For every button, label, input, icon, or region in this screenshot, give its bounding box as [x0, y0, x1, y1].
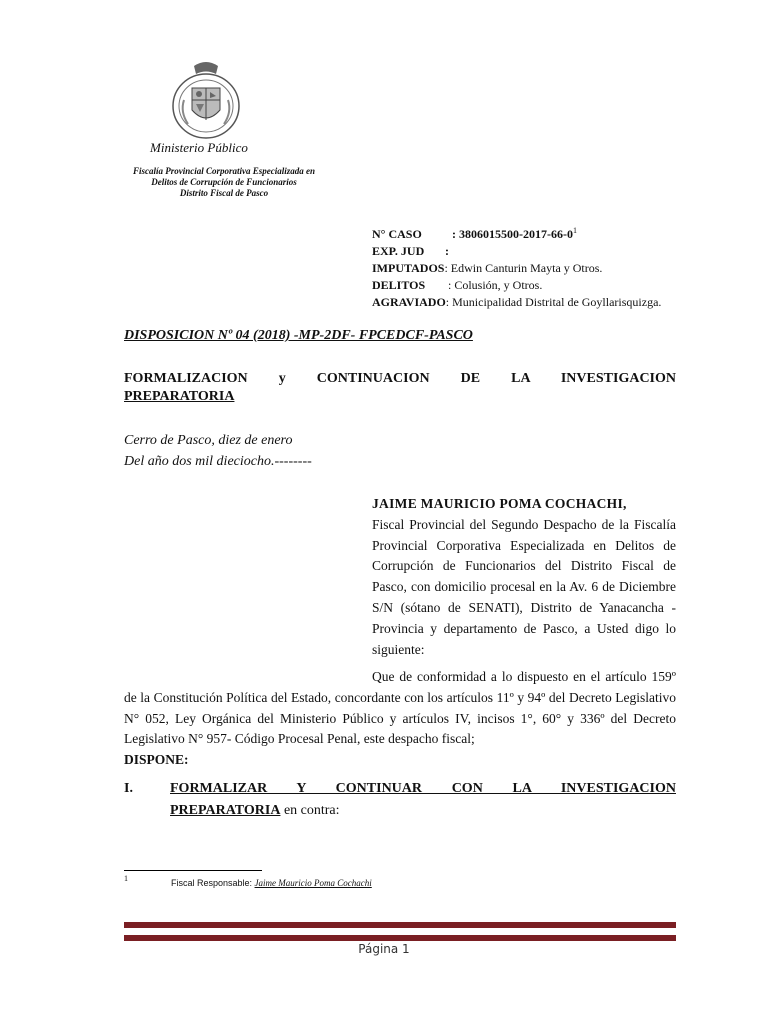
footnote-label: Fiscal Responsable: — [171, 878, 255, 888]
exp-jud-row — [372, 243, 661, 260]
footnote-text — [171, 878, 372, 888]
footer-bar-top — [124, 922, 676, 928]
imputados-row — [372, 260, 661, 277]
item-heading: FORMALIZAR Y CONTINUAR CON LA INVESTIGACION — [170, 781, 676, 796]
case-number-label: N° CASO — [372, 227, 422, 241]
agraviado-value: : Municipalidad Distrital de Goyllarisquizga. — [445, 295, 662, 309]
item-heading-cont: PREPARATORIA — [170, 803, 281, 818]
item-number: I. — [124, 781, 133, 796]
fiscalia-line: Fiscalía Provincial Corporativa Especializada en — [133, 166, 315, 176]
case-number-value: : 3806015500-2017-66-0 — [452, 227, 573, 241]
disposition-title: DISPOSICION Nº 04 (2018) -MP-2DF- FPCEDCF-PASCO — [124, 328, 473, 343]
footer-bar-bottom — [124, 935, 676, 941]
coat-of-arms-seal-icon — [170, 60, 242, 140]
fiscalia-line: Delitos de Corrupción de Funcionarios — [151, 177, 297, 187]
footnote-ref: 1 — [572, 226, 577, 235]
footnote-number: 1 — [124, 874, 128, 883]
fiscalia-heading — [118, 166, 330, 199]
item-text: en contra: — [280, 803, 340, 818]
fiscal-name: JAIME MAURICIO POMA COCHACHI, — [372, 496, 627, 511]
fiscalia-line: Distrito Fiscal de Pasco — [179, 188, 269, 198]
footnote-divider — [124, 870, 262, 871]
dispone-label: DISPONE: — [124, 752, 189, 768]
body-paragraph: Que de conformidad a lo dispuesto en el artículo 159º de la Constitución Política del Estado, concordante con los artículos 11º y 94º del Decreto Legislativo N° 052, Ley Orgánica del Ministerio Público y artículos IV, incisos 1°, 60° y 336º del Decreto Legislativo N° 957- Código Procesal Penal, este despacho fiscal; — [124, 669, 676, 747]
page-number: Página 1 — [358, 942, 410, 956]
fiscal-block — [372, 494, 676, 660]
agraviado-row — [372, 294, 661, 311]
formalization-heading: FORMALIZACION y CONTINUACION DE LA INVESTIGACION — [124, 371, 676, 386]
delitos-row — [372, 277, 661, 294]
exp-jud-value: : — [445, 244, 449, 258]
place-date-line: Cerro de Pasco, diez de enero — [124, 433, 293, 448]
case-info-block — [372, 222, 661, 311]
imputados-value: : Edwin Canturin Mayta y Otros. — [444, 261, 603, 275]
case-number-row — [372, 222, 661, 243]
place-date — [124, 430, 312, 472]
body-paragraph-block — [124, 667, 676, 771]
delitos-label: DELITOS — [372, 278, 426, 292]
exp-jud-label: EXP. JUD — [372, 244, 425, 258]
imputados-label: IMPUTADOS — [372, 261, 445, 275]
footnote-name: Jaime Mauricio Poma Cochachi — [254, 878, 372, 888]
agraviado-label: AGRAVIADO — [372, 295, 446, 309]
place-date-line: Del año dos mil dieciocho.-------- — [124, 454, 312, 469]
fiscal-description: Fiscal Provincial del Segundo Despacho de la Fiscalía Provincial Corporativa Especializada en Delitos de Corrupción de Funcionarios del Distrito Fiscal de Pasco, con domicilio procesal en la Av. 6 de Diciembre S/N (sótano de SENATI), Distrito de Yanacancha - Provincia y departamento de Pasco, a Usted digo lo siguiente: — [372, 516, 676, 657]
institution-name: Ministerio Público — [150, 140, 248, 155]
delitos-value: : Colusión, y Otros. — [448, 278, 543, 292]
formalization-heading-cont: PREPARATORIA — [124, 389, 235, 404]
